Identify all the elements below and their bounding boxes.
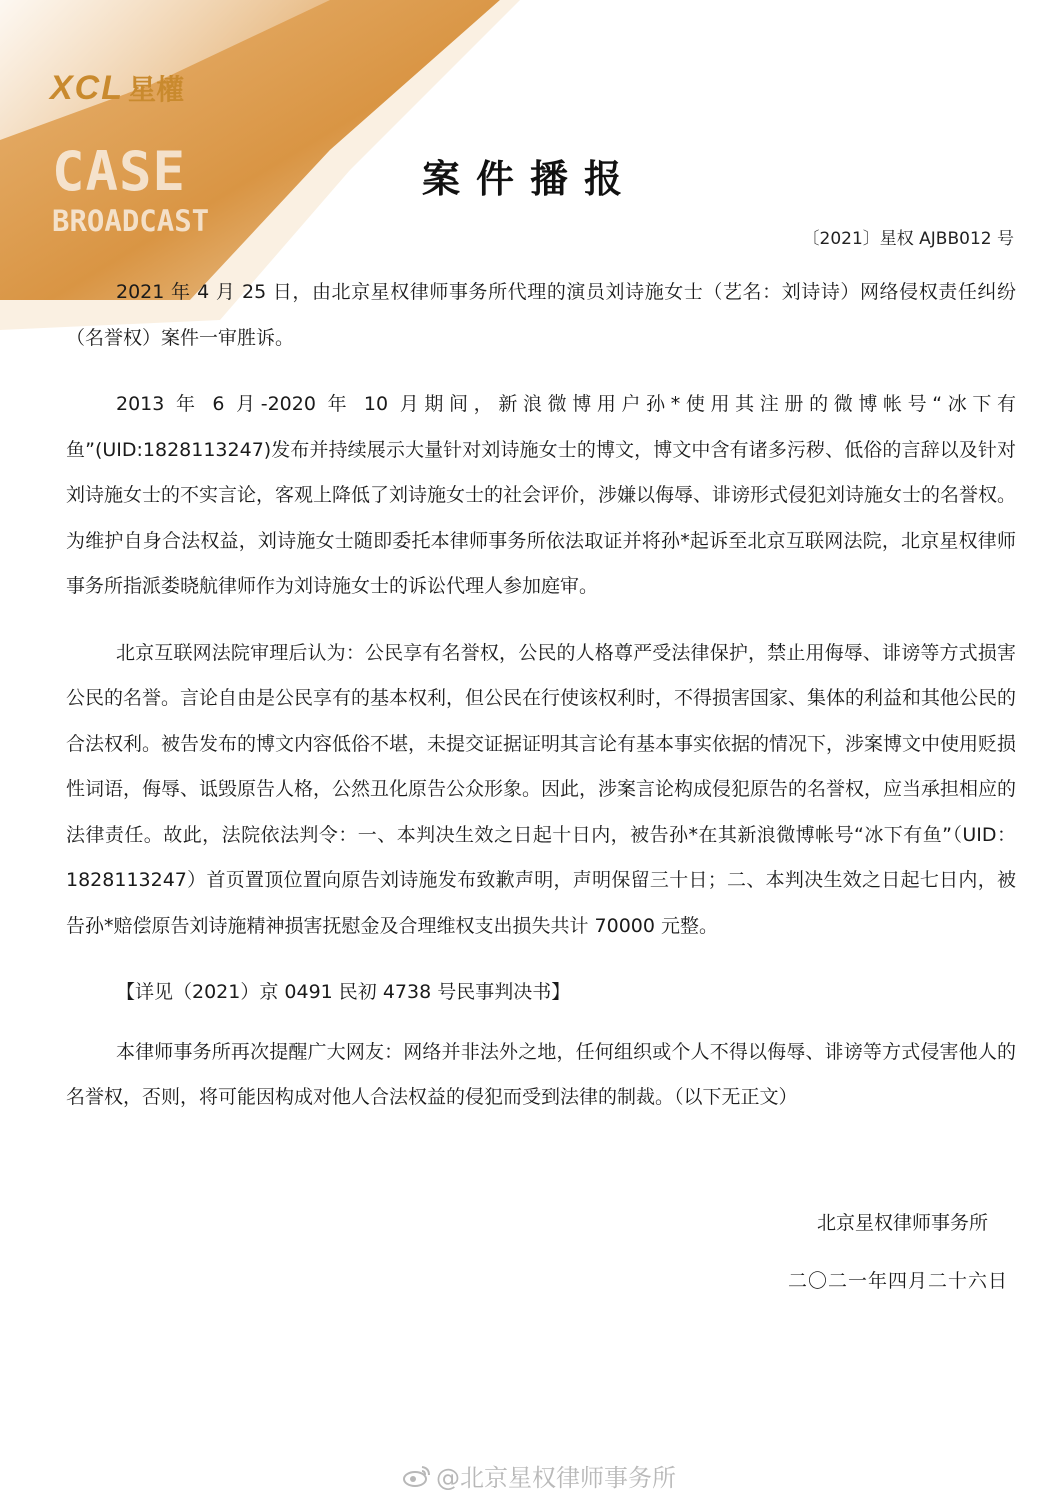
watermark-text: @北京星权律师事务所	[436, 1464, 676, 1492]
signature-date: 二〇二一年四月二十六日	[787, 1270, 1008, 1292]
logo-chinese-name: 星權	[128, 73, 185, 106]
weibo-icon	[402, 1464, 432, 1488]
paragraph-reminder: 本律师事务所再次提醒广大网友：网络并非法外之地，任何组织或个人不得以侮辱、诽谤等方式侵害他人的名誉权，否则，将可能因构成对他人合法权益的侵犯而受到法律的制裁。（以下无正文）	[66, 1040, 1016, 1108]
reference-number: 〔2021〕星权 AJBB012 号	[802, 229, 1014, 249]
broadcast-word: BROADCAST	[52, 204, 210, 238]
paragraph-background: 2013 年 6 月-2020 年 10 月期间，新浪微博用户孙*使用其注册的微博帐号“冰下有鱼”(UID:1828113247)发布并持续展示大量针对刘诗施女士的博文，博文中含有诸多污秽、低俗的言辞以及针对刘诗施女士的不实言论，客观上降低了刘诗施女士的社会评价，涉嫌以侮辱、诽谤形式侵犯刘诗施女士的名誉权。为维护自身合法权益，刘诗施女士随即委托本律师事务所依法取证并将孙*起诉至北京互联网法院，北京星权律师事务所指派娄晓航律师作为刘诗施女士的诉讼代理人参加庭审。	[66, 393, 1017, 597]
document-title: 案件播报	[421, 157, 638, 201]
paragraph-judgment-reference: 【详见（2021）京 0491 民初 4738 号民事判决书】	[116, 981, 571, 1003]
logo-mark: XCL	[50, 68, 124, 107]
document-body	[66, 270, 1016, 1142]
weibo-watermark	[402, 1458, 676, 1493]
case-word: CASE	[52, 140, 187, 203]
paragraph-verdict-summary: 2021 年 4 月 25 日，由北京星权律师事务所代理的演员刘诗施女士（艺名：刘诗诗）网络侵权责任纠纷（名誉权）案件一审胜诉。	[66, 281, 1016, 349]
signature-organization: 北京星权律师事务所	[816, 1212, 988, 1234]
paragraph-court-ruling: 北京互联网法院审理后认为：公民享有名誉权，公民的人格尊严受法律保护，禁止用侮辱、诽谤等方式损害公民的名誉。言论自由是公民享有的基本权利，但公民在行使该权利时，不得损害国家、集体的利益和其他公民的合法权利。被告发布的博文内容低俗不堪，未提交证据证明其言论有基本事实依据的情况下，涉案博文中使用贬损性词语，侮辱、诋毁原告人格，公然丑化原告公众形象。因此，涉案言论构成侵犯原告的名誉权，应当承担相应的法律责任。故此，法院依法判令：一、本判决生效之日起十日内，被告孙*在其新浪微博帐号“冰下有鱼”（UID：1828113247）首页置顶位置向原告刘诗施发布致歉声明，声明保留三十日；二、本判决生效之日起七日内，被告孙*赔偿原告刘诗施精神损害抚慰金及合理维权支出损失共计 70000 元整。	[66, 641, 1017, 937]
firm-logo	[50, 68, 184, 108]
